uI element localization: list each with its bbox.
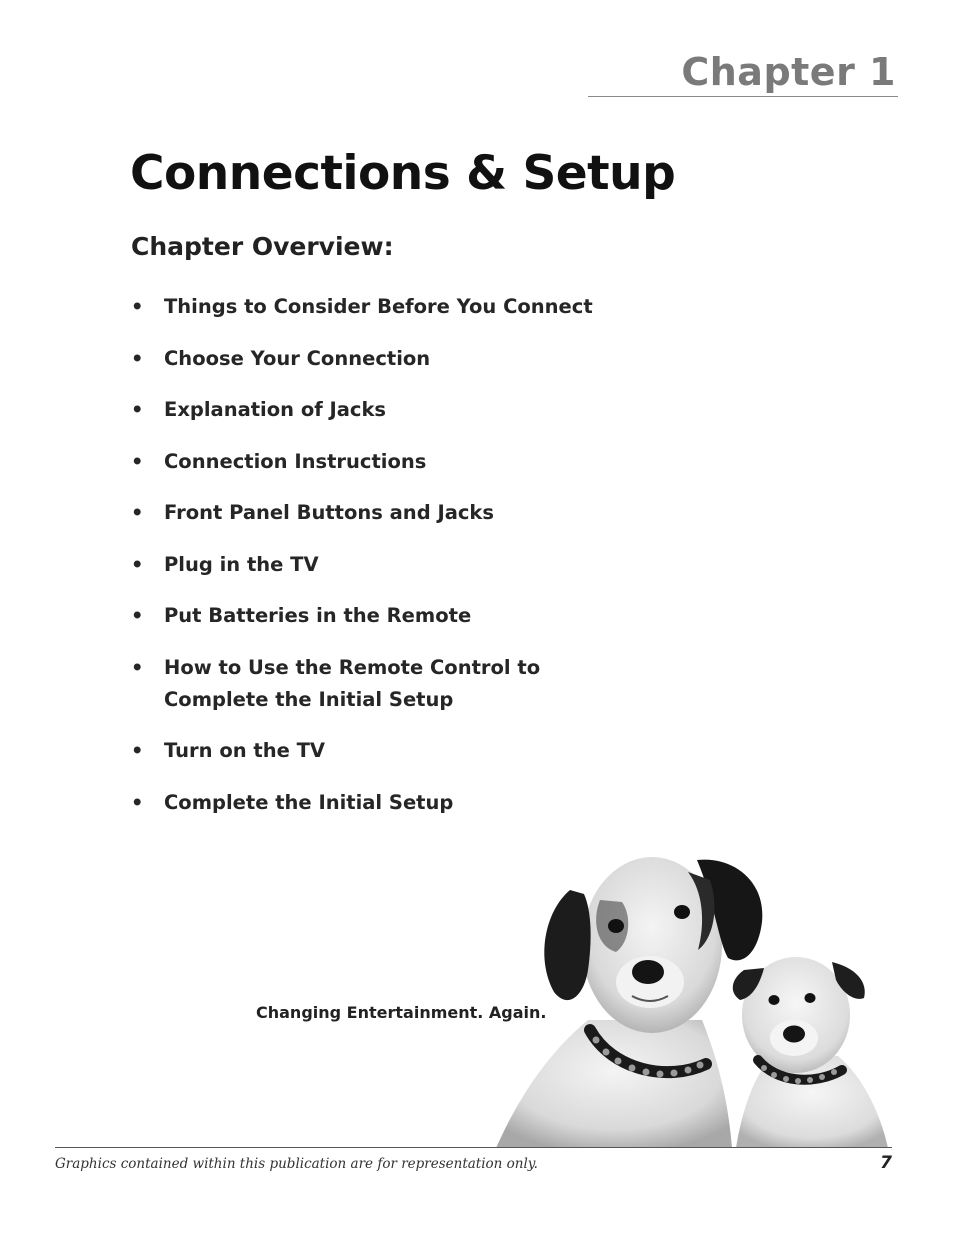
list-item-text: Complete the Initial Setup bbox=[164, 790, 454, 814]
list-item bbox=[131, 446, 691, 478]
list-item-text: Things to Consider Before You Connect bbox=[164, 295, 593, 318]
dogs-photo bbox=[492, 850, 902, 1148]
large-dog bbox=[496, 857, 762, 1148]
list-item-text: Choose Your Connection bbox=[164, 346, 431, 370]
list-item-text: Turn on the TV bbox=[164, 739, 326, 762]
bullet: • bbox=[131, 604, 144, 627]
list-item bbox=[131, 497, 691, 529]
list-item bbox=[131, 787, 691, 819]
bullet: • bbox=[131, 501, 144, 524]
bullet: • bbox=[131, 739, 144, 762]
brand-tagline: Changing Entertainment. Again. bbox=[256, 1003, 547, 1022]
list-item bbox=[131, 343, 691, 375]
list-item bbox=[131, 291, 691, 323]
list-item-text: How to Use the Remote Control to Complete the Initial Setup bbox=[164, 655, 541, 711]
footer-disclaimer: Graphics contained within this publication are for representation only. bbox=[55, 1156, 538, 1172]
list-item-text: Plug in the TV bbox=[164, 552, 319, 576]
bullet: • bbox=[131, 346, 144, 370]
chapter-divider bbox=[588, 96, 898, 97]
list-item bbox=[131, 600, 691, 632]
bullet: • bbox=[131, 552, 144, 576]
list-item bbox=[131, 549, 691, 581]
footer-divider bbox=[55, 1147, 892, 1148]
bullet: • bbox=[131, 790, 144, 814]
bullet: • bbox=[131, 655, 144, 679]
page-number: 7 bbox=[880, 1153, 892, 1173]
list-item-text: Put Batteries in the Remote bbox=[164, 604, 472, 627]
list-item-text: Connection Instructions bbox=[164, 449, 427, 473]
list-item bbox=[131, 735, 691, 767]
list-item-text: Explanation of Jacks bbox=[164, 398, 387, 421]
small-dog bbox=[733, 957, 888, 1148]
overview-list bbox=[131, 291, 691, 838]
list-item bbox=[131, 394, 691, 426]
bullet: • bbox=[131, 449, 144, 473]
overview-heading: Chapter Overview: bbox=[131, 232, 394, 261]
list-item bbox=[131, 652, 691, 716]
page-title: Connections & Setup bbox=[130, 146, 676, 201]
list-item-text: Front Panel Buttons and Jacks bbox=[164, 501, 494, 524]
bullet: • bbox=[131, 295, 144, 318]
chapter-label: Chapter 1 bbox=[681, 50, 896, 94]
bullet: • bbox=[131, 398, 144, 421]
